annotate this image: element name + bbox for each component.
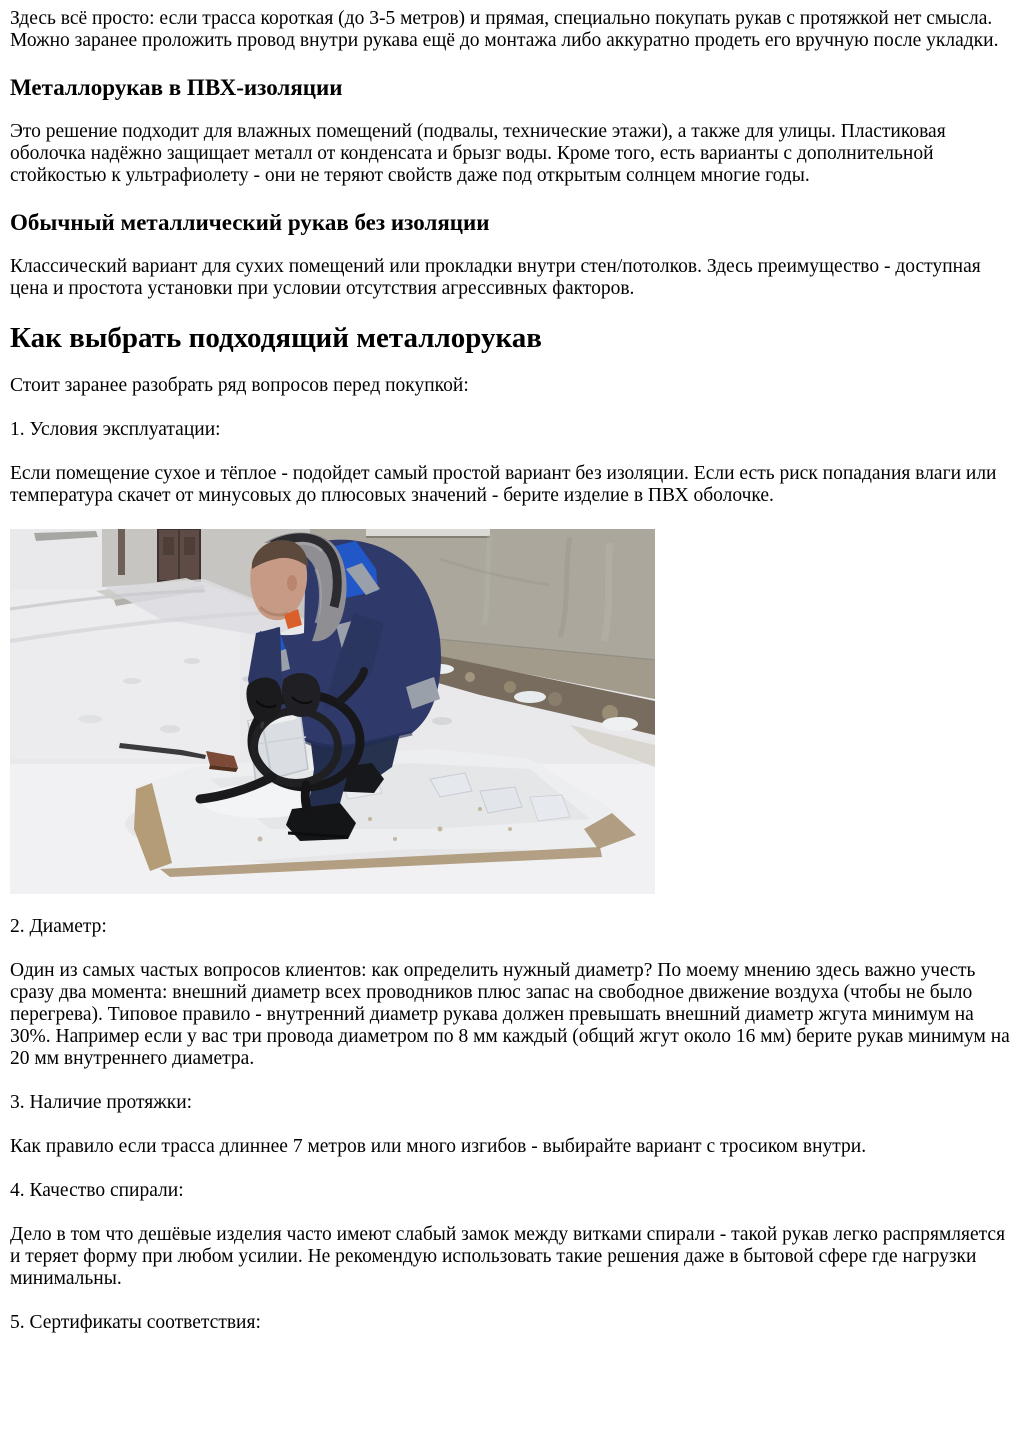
heading-how-to-choose: Как выбрать подходящий металлорукав bbox=[10, 322, 542, 354]
paragraph-pvc: Это решение подходит для влажных помещений (подвалы, технические этажи), а также для улицы. Пластиковая оболочка надёжно защищает металл от конденсата и брызг воды. Кроме того, есть варианты с дополнительной стойкостью к ультрафиолету - они не теряют свойств даже под открытым солнцем многие годы. bbox=[10, 121, 946, 186]
photo-worker-with-hose bbox=[10, 529, 1014, 894]
item-2-title: 2. Диаметр: bbox=[10, 916, 107, 937]
heading-pvc: Металлорукав в ПВХ-изоляции bbox=[10, 75, 343, 100]
item-3-body: Как правило если трасса длиннее 7 метров или много изгибов - выбирайте вариант с тросиком внутри. bbox=[10, 1136, 867, 1157]
item-1-title: 1. Условия эксплуатации: bbox=[10, 419, 221, 440]
item-3-title: 3. Наличие протяжки: bbox=[10, 1092, 193, 1113]
item-5-title: 5. Сертификаты соответствия: bbox=[10, 1312, 261, 1333]
paragraph-intro: Здесь всё просто: если трасса короткая (до 3-5 метров) и прямая, специально покупать рукав с протяжкой нет смысла. Можно заранее проложить провод внутри рукава ещё до монтажа либо аккуратно продеть его вручную после укладки. bbox=[10, 8, 999, 51]
heading-plain: Обычный металлический рукав без изоляции bbox=[10, 210, 490, 235]
paragraph-lead: Стоит заранее разобрать ряд вопросов перед покупкой: bbox=[10, 375, 469, 396]
item-2-body: Один из самых частых вопросов клиентов: как определить нужный диаметр? По моему мнению здесь важно учесть сразу два момента: внешний диаметр всех проводников плюс запас на свободное движение воздуха (чтобы не было перегрева). Типовое правило - внутренний диаметр рукава должен превышать внешний диаметр жгута минимум на 30%. Например если у вас три провода диаметром по 8 мм каждый (общий жгут около 16 мм) берите рукав минимум на 20 мм внутреннего диаметра. bbox=[10, 960, 1010, 1069]
window-sill bbox=[366, 529, 490, 536]
paragraph-plain: Классический вариант для сухих помещений или прокладки внутри стен/потолков. Здесь преимущество - доступная цена и простота установки при условии отсутствия агрессивных факторов. bbox=[10, 256, 981, 299]
item-4-body: Дело в том что дешёвые изделия часто имеют слабый замок между витками спирали - такой рукав легко распрямляется и теряет форму при любом усилии. Не рекомендую использовать такие решения даже в бытовой сфере где нагрузки минимальны. bbox=[10, 1224, 1006, 1289]
article-body bbox=[10, 8, 1014, 1334]
item-1-body: Если помещение сухое и тёплое - подойдет самый простой вариант без изоляции. Если есть риск попадания влаги или температура скачет от минусовых до плюсовых значений - берите изделие в ПВХ оболочке. bbox=[10, 463, 997, 506]
photo-illustration bbox=[10, 529, 655, 894]
item-4-title: 4. Качество спирали: bbox=[10, 1180, 184, 1201]
